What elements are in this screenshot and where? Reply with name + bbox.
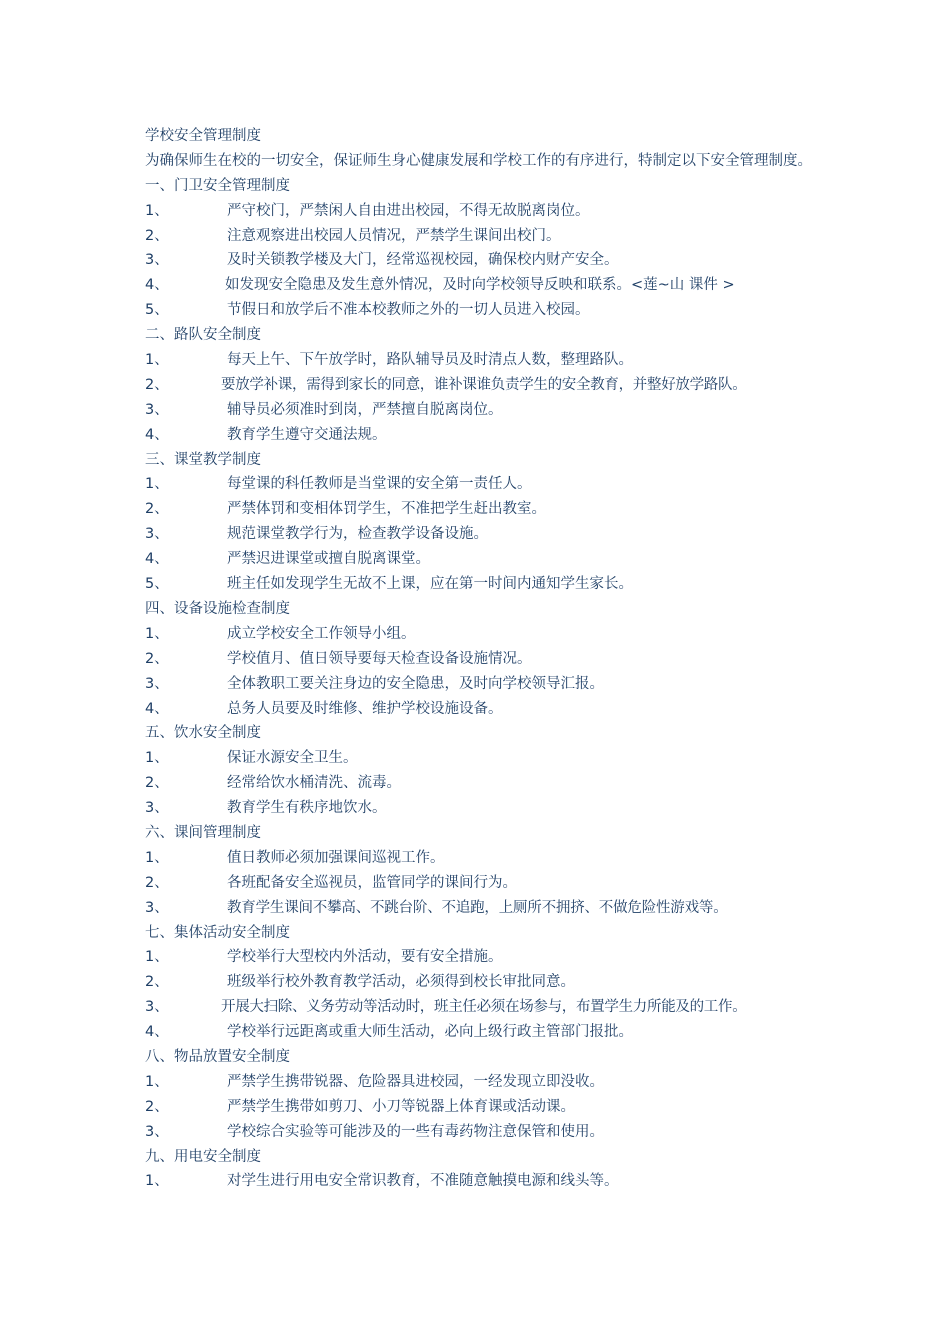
item-number: 2、 bbox=[145, 650, 169, 667]
list-item bbox=[145, 522, 835, 547]
item-text: 班级举行校外教育教学活动，必须得到校长审批同意。 bbox=[227, 974, 575, 991]
item-number: 3、 bbox=[145, 252, 169, 269]
item-text: 学校值月、值日领导要每天检查设备设施情况。 bbox=[227, 650, 532, 667]
item-text: 严禁学生携带锐器、危险器具进校园，一经发现立即没收。 bbox=[227, 1073, 604, 1090]
item-text: 教育学生有秩序地饮水。 bbox=[227, 800, 387, 817]
item-number: 4、 bbox=[145, 700, 169, 717]
item-number: 1、 bbox=[145, 202, 169, 219]
item-number: 4、 bbox=[145, 277, 169, 294]
list-item bbox=[145, 547, 835, 572]
item-text: 每堂课的科任教师是当堂课的安全第一责任人。 bbox=[227, 476, 532, 493]
item-text: 教育学生课间不攀高、不跳台阶、不追跑，上厕所不拥挤、不做危险性游戏等。 bbox=[227, 899, 728, 916]
list-item bbox=[145, 1169, 835, 1194]
list-item bbox=[145, 348, 835, 373]
item-number: 5、 bbox=[145, 576, 169, 593]
list-item bbox=[145, 647, 835, 672]
item-number: 3、 bbox=[145, 800, 169, 817]
section-heading: 四、设备设施检查制度 bbox=[145, 600, 290, 617]
item-number: 3、 bbox=[145, 999, 169, 1016]
item-text: 总务人员要及时维修、维护学校设施设备。 bbox=[227, 700, 503, 717]
list-item bbox=[145, 398, 835, 423]
item-number: 1、 bbox=[145, 849, 169, 866]
item-text: 严禁迟进课堂或擅自脱离课堂。 bbox=[227, 551, 430, 568]
list-item bbox=[145, 1020, 835, 1045]
list-item bbox=[145, 697, 835, 722]
item-number: 3、 bbox=[145, 401, 169, 418]
item-number: 2、 bbox=[145, 775, 169, 792]
item-number: 4、 bbox=[145, 426, 169, 443]
document-page bbox=[145, 124, 835, 1194]
item-number: 1、 bbox=[145, 352, 169, 369]
section-heading: 八、物品放置安全制度 bbox=[145, 1048, 290, 1065]
item-number: 1、 bbox=[145, 750, 169, 767]
list-item bbox=[145, 896, 835, 921]
list-item bbox=[145, 224, 835, 249]
item-number: 5、 bbox=[145, 302, 169, 319]
section-heading: 三、课堂教学制度 bbox=[145, 451, 261, 468]
item-text: 规范课堂教学行为，检查教学设备设施。 bbox=[227, 526, 488, 543]
item-text: 经常给饮水桶清洗、流毒。 bbox=[227, 775, 401, 792]
item-number: 1、 bbox=[145, 1173, 169, 1190]
list-item bbox=[145, 846, 835, 871]
item-text: 值日教师必须加强课间巡视工作。 bbox=[227, 849, 445, 866]
list-item bbox=[145, 672, 835, 697]
list-item bbox=[145, 298, 835, 323]
item-number: 1、 bbox=[145, 949, 169, 966]
document-title: 学校安全管理制度 bbox=[145, 128, 261, 144]
list-item bbox=[145, 472, 835, 497]
item-number: 3、 bbox=[145, 526, 169, 543]
list-item bbox=[145, 423, 835, 448]
list-item bbox=[145, 1070, 835, 1095]
item-number: 2、 bbox=[145, 974, 169, 991]
item-number: 2、 bbox=[145, 501, 169, 518]
list-item bbox=[145, 248, 835, 273]
list-item bbox=[145, 945, 835, 970]
document-intro: 为确保师生在校的一切安全，保证师生身心健康发展和学校工作的有序进行，特制定以下安全管理制度。 bbox=[145, 152, 812, 169]
list-item bbox=[145, 995, 835, 1020]
item-text: 学校举行大型校内外活动，要有安全措施。 bbox=[227, 949, 503, 966]
list-item bbox=[145, 796, 835, 821]
section-heading: 二、路队安全制度 bbox=[145, 327, 261, 344]
item-text: 节假日和放学后不准本校教师之外的一切人员进入校园。 bbox=[227, 302, 590, 319]
item-text: 如发现安全隐患及发生意外情况，及时向学校领导反映和联系。<莲~山 课件 > bbox=[225, 277, 735, 294]
item-text: 每天上午、下午放学时，路队辅导员及时清点人数，整理路队。 bbox=[227, 352, 633, 369]
list-item bbox=[145, 497, 835, 522]
list-item bbox=[145, 273, 835, 298]
list-item bbox=[145, 1095, 835, 1120]
item-number: 2、 bbox=[145, 376, 169, 393]
list-item bbox=[145, 1120, 835, 1145]
section-heading: 九、用电安全制度 bbox=[145, 1148, 261, 1165]
item-number: 2、 bbox=[145, 874, 169, 891]
section-heading: 六、课间管理制度 bbox=[145, 824, 261, 841]
item-text: 班主任如发现学生无故不上课，应在第一时间内通知学生家长。 bbox=[227, 576, 633, 593]
item-text: 成立学校安全工作领导小组。 bbox=[227, 625, 416, 642]
list-item bbox=[145, 970, 835, 995]
item-text: 学校综合实验等可能涉及的一些有毒药物注意保管和使用。 bbox=[227, 1123, 604, 1140]
item-number: 1、 bbox=[145, 476, 169, 493]
section-heading: 五、饮水安全制度 bbox=[145, 725, 261, 742]
item-text: 注意观察进出校园人员情况，严禁学生课间出校门。 bbox=[227, 227, 561, 244]
list-item bbox=[145, 199, 835, 224]
item-number: 3、 bbox=[145, 675, 169, 692]
item-text: 严禁学生携带如剪刀、小刀等锐器上体育课或活动课。 bbox=[227, 1098, 575, 1115]
item-text: 严禁体罚和变相体罚学生，不准把学生赶出教室。 bbox=[227, 501, 546, 518]
section-heading: 一、门卫安全管理制度 bbox=[145, 177, 290, 194]
item-text: 开展大扫除、义务劳动等活动时，班主任必须在场参与，布置学生力所能及的工作。 bbox=[221, 999, 747, 1016]
item-number: 3、 bbox=[145, 1123, 169, 1140]
list-item bbox=[145, 572, 835, 597]
item-text: 要放学补课，需得到家长的同意，谁补课谁负责学生的安全教育，并整好放学路队。 bbox=[221, 376, 747, 393]
section-heading: 七、集体活动安全制度 bbox=[145, 924, 290, 941]
item-text: 保证水源安全卫生。 bbox=[227, 750, 358, 767]
item-number: 1、 bbox=[145, 625, 169, 642]
item-number: 4、 bbox=[145, 1024, 169, 1041]
item-text: 各班配备安全巡视员，监管同学的课间行为。 bbox=[227, 874, 517, 891]
item-number: 4、 bbox=[145, 551, 169, 568]
item-number: 1、 bbox=[145, 1073, 169, 1090]
item-number: 3、 bbox=[145, 899, 169, 916]
item-text: 及时关锁教学楼及大门，经常巡视校园，确保校内财产安全。 bbox=[227, 252, 619, 269]
list-item bbox=[145, 871, 835, 896]
item-text: 学校举行远距离或重大师生活动，必向上级行政主管部门报批。 bbox=[227, 1024, 633, 1041]
item-text: 辅导员必须准时到岗，严禁擅自脱离岗位。 bbox=[227, 401, 503, 418]
item-text: 全体教职工要关注身边的安全隐患，及时向学校领导汇报。 bbox=[227, 675, 604, 692]
item-number: 2、 bbox=[145, 227, 169, 244]
list-item bbox=[145, 746, 835, 771]
list-item bbox=[145, 373, 835, 398]
item-number: 2、 bbox=[145, 1098, 169, 1115]
item-text: 教育学生遵守交通法规。 bbox=[227, 426, 387, 443]
item-text: 对学生进行用电安全常识教育，不准随意触摸电源和线头等。 bbox=[227, 1173, 619, 1190]
list-item bbox=[145, 622, 835, 647]
list-item bbox=[145, 771, 835, 796]
item-text: 严守校门，严禁闲人自由进出校园，不得无故脱离岗位。 bbox=[227, 202, 590, 219]
